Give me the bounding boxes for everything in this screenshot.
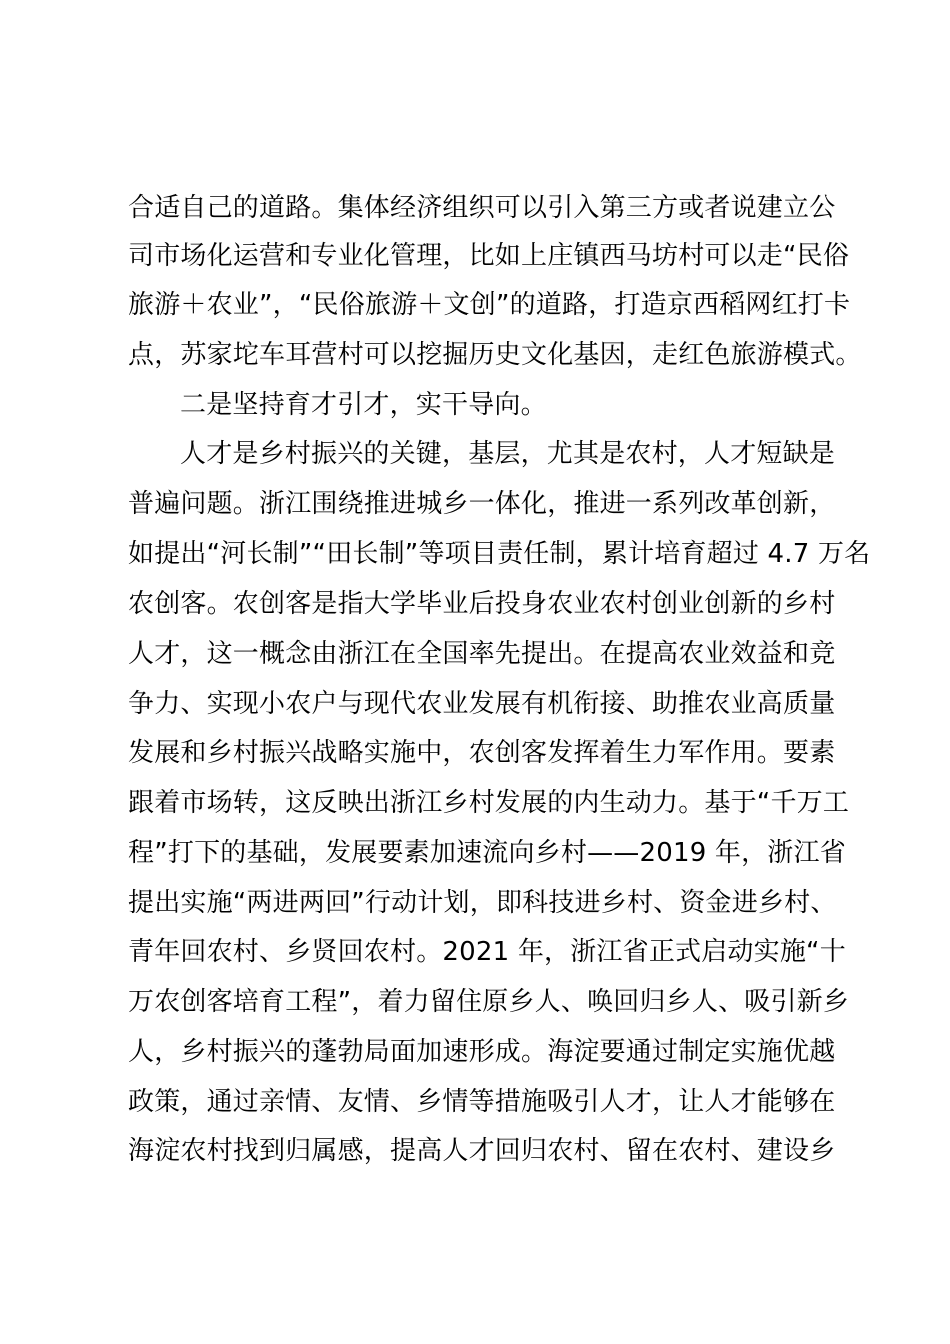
section-heading: 二是坚持育才引才，实干导向。 [180,390,547,420]
paragraph-3-line-8: 跟着市场转，这反映出浙江乡村发展的内生动力。基于“千万工 [128,788,850,818]
paragraph-3-line-5: 人才，这一概念由浙江在全国率先提出。在提高农业效益和竞 [128,639,836,669]
paragraph-3-line-11: 青年回农村、乡贤回农村。2021 年，浙江省正式启动实施“十 [128,937,846,967]
paragraph-3-line-9: 程”打下的基础，发展要素加速流向乡村——2019 年，浙江省 [128,838,846,868]
paragraph-1-line-2: 司市场化运营和专业化管理，比如上庄镇西马坊村可以走“民俗 [128,241,850,271]
paragraph-3-line-3: 如提出“河长制”“田长制”等项目责任制，累计培育超过 4.7 万名 [128,539,871,569]
paragraph-3-line-12: 万农创客培育工程”，着力留住原乡人、唤回归乡人、吸引新乡 [128,987,850,1017]
paragraph-3-line-6: 争力、实现小农户与现代农业发展有机衔接、助推农业高质量 [128,689,836,719]
paragraph-3-line-2: 普遍问题。浙江围绕推进城乡一体化，推进一系列改革创新， [128,489,836,519]
paragraph-3-line-4: 农创客。农创客是指大学毕业后投身农业农村创业创新的乡村 [128,589,836,619]
paragraph-3-line-10: 提出实施“两进两回”行动计划，即科技进乡村、资金进乡村、 [128,888,837,918]
paragraph-1-line-4: 点，苏家坨车耳营村可以挖掘历史文化基因，走红色旅游模式。 [128,340,862,370]
paragraph-1-line-1: 合适自己的道路。集体经济组织可以引入第三方或者说建立公 [128,193,836,223]
paragraph-3-line-14: 政策，通过亲情、友情、乡情等措施吸引人才，让人才能够在 [128,1087,836,1117]
paragraph-1-line-3: 旅游＋农业”，“民俗旅游＋文创”的道路，打造京西稻网红打卡 [128,290,851,320]
paragraph-3-line-13: 人，乡村振兴的蓬勃局面加速形成。海淀要通过制定实施优越 [128,1037,836,1067]
paragraph-3-line-15: 海淀农村找到归属感，提高人才回归农村、留在农村、建设乡 [128,1136,836,1166]
paragraph-3-line-7: 发展和乡村振兴战略实施中，农创客发挥着生力军作用。要素 [128,738,836,768]
paragraph-3-line-1: 人才是乡村振兴的关键，基层，尤其是农村，人才短缺是 [180,439,836,469]
